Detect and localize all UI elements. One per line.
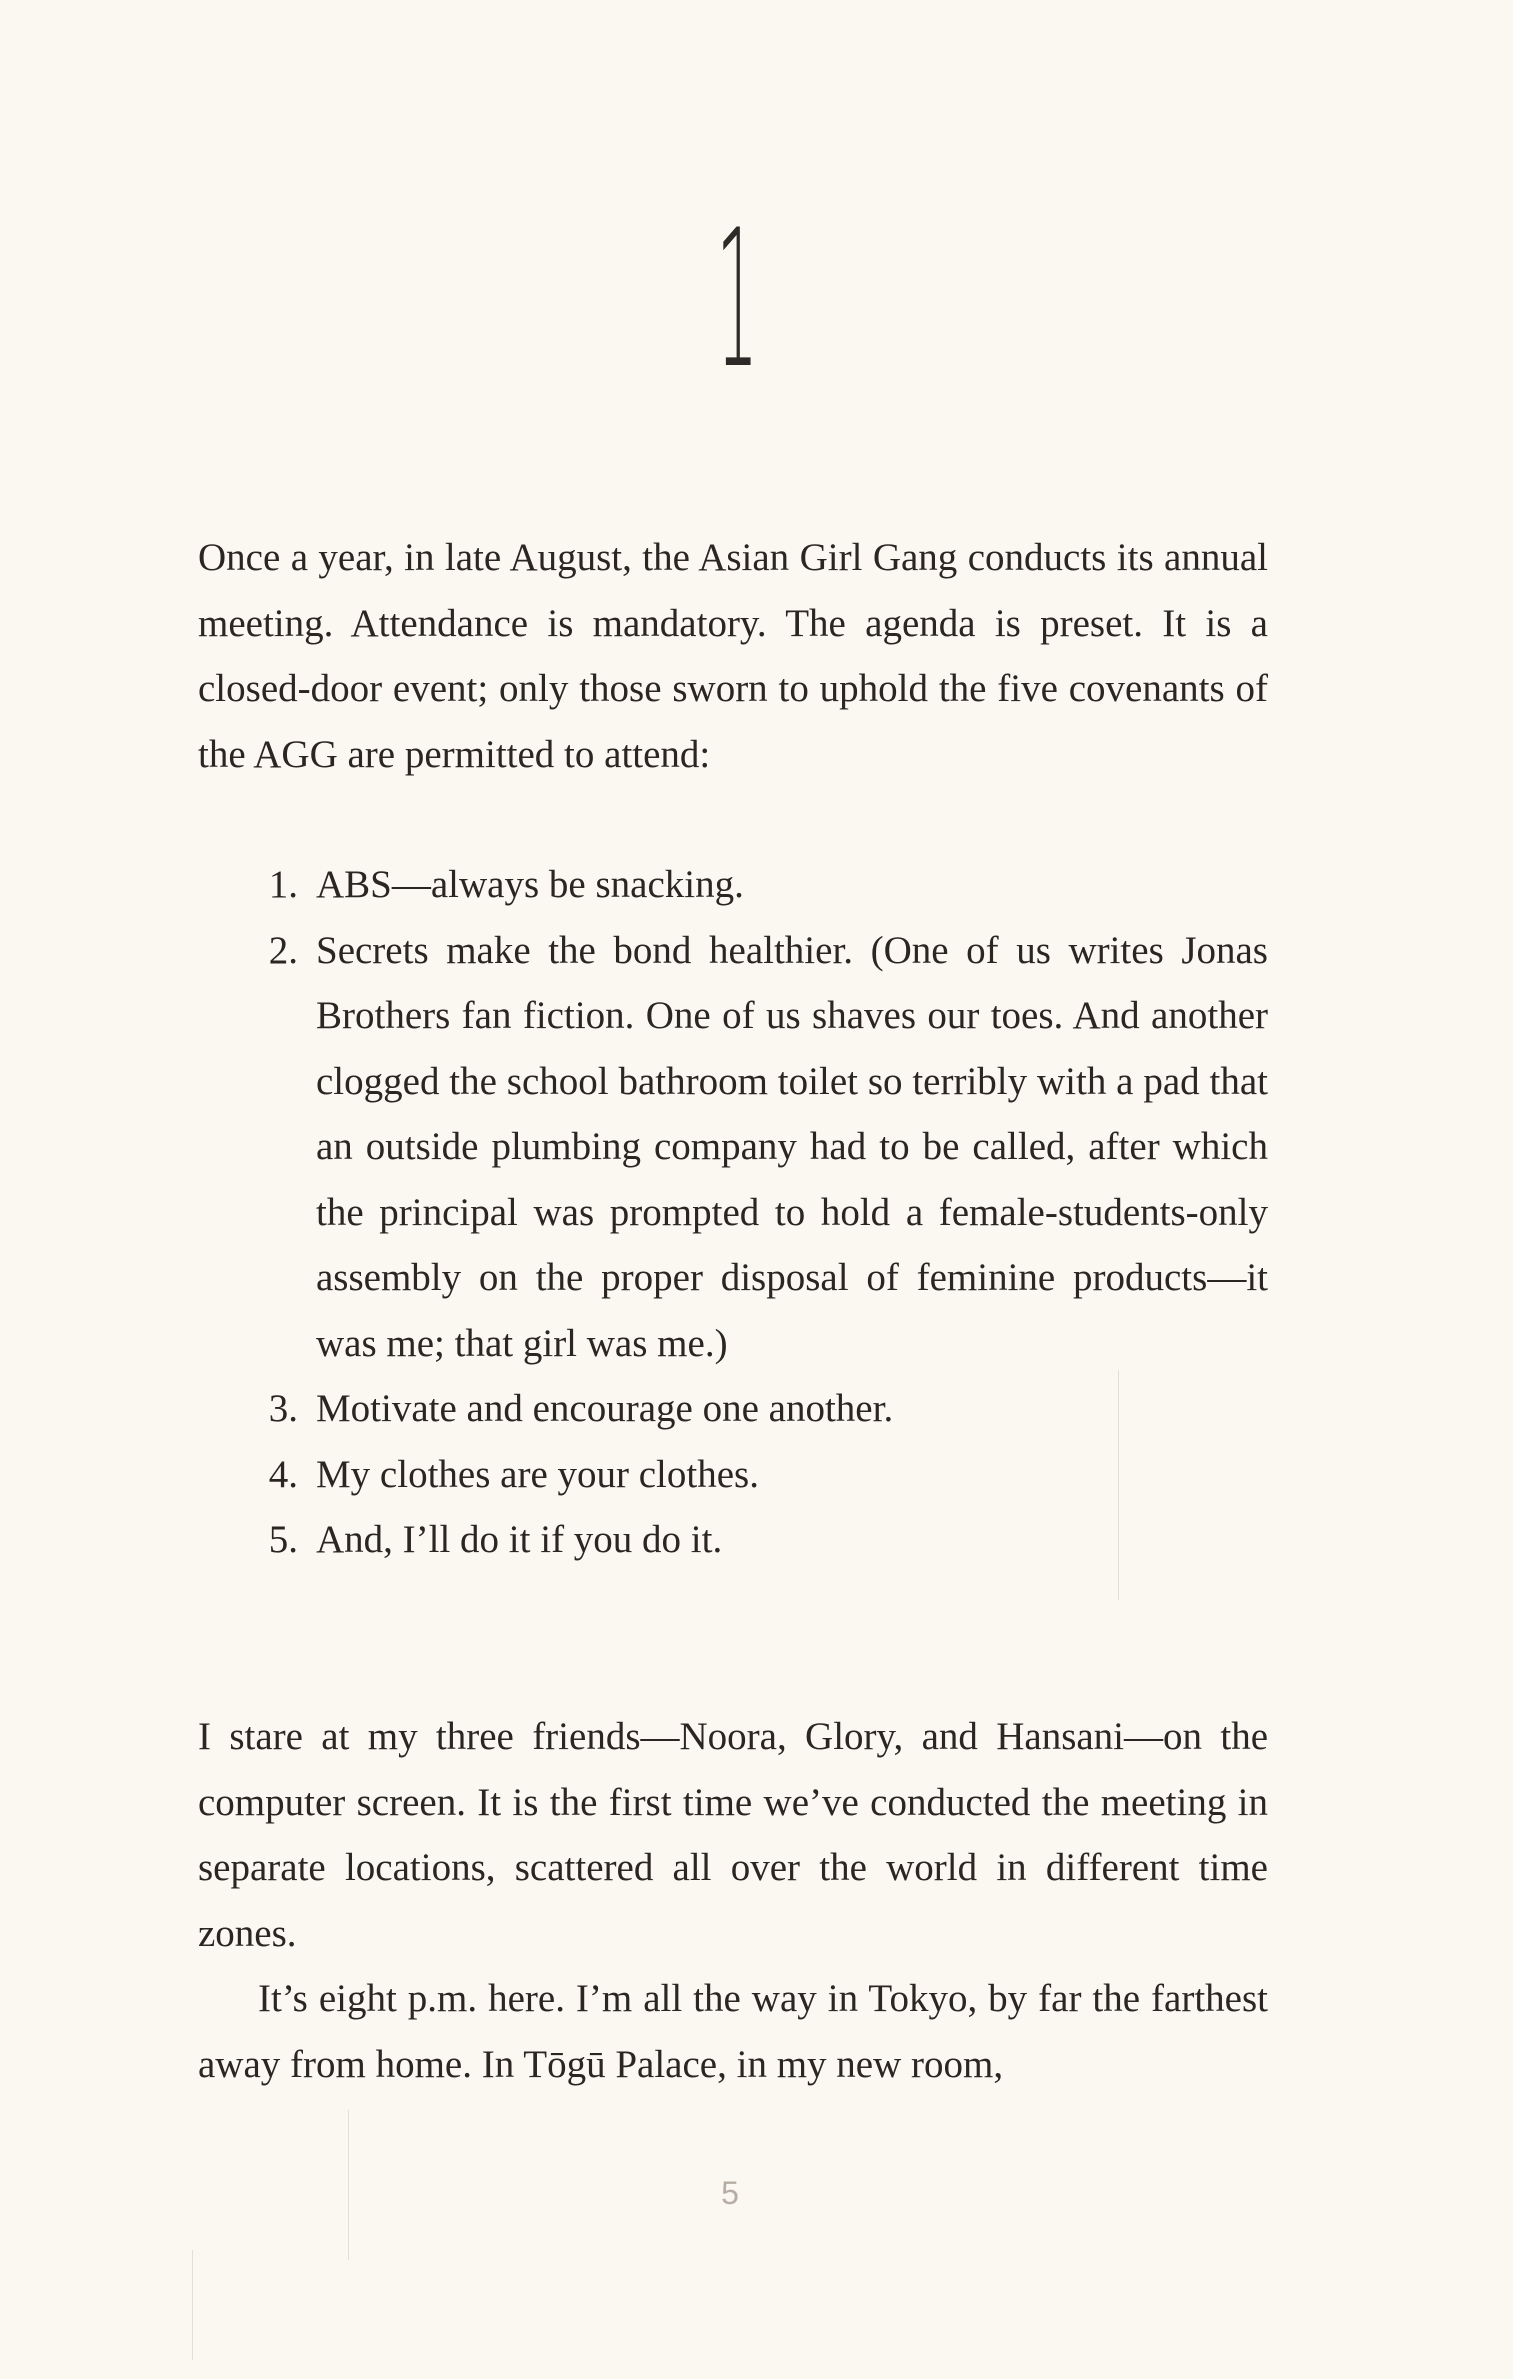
body-paragraph: It’s eight p.m. here. I’m all the way in Tokyo, by far the farthest away from home. In Tōgū Palace, in my new room, bbox=[198, 1977, 1268, 2086]
intro-paragraph-block bbox=[198, 525, 1268, 787]
list-item-number: 5. bbox=[268, 1518, 298, 1561]
list-item-text: My clothes are your clothes. bbox=[316, 1452, 759, 1496]
list-item bbox=[198, 1376, 1268, 1442]
intro-paragraph: Once a year, in late August, the Asian Girl Gang conducts its annual meeting. Attendance is mandatory. The agenda is preset. It is a closed-door event; only those sworn to uphold the five covenants of the AGG are permitted to attend: bbox=[198, 536, 1268, 776]
list-item-number: 4. bbox=[268, 1452, 298, 1496]
scan-artifact bbox=[192, 2250, 193, 2360]
list-item-text: Motivate and encourage one another. bbox=[316, 1387, 894, 1430]
chapter-number: 1 bbox=[716, 189, 759, 410]
page-number: 5 bbox=[721, 2175, 739, 2211]
list-item bbox=[198, 918, 1268, 1377]
list-item-number: 2. bbox=[268, 928, 298, 972]
list-item-text: Secrets make the bond healthier. (One of us writes Jonas Brothers fan fiction. One of us shaves our toes. And another clogged the school bathroom toilet so terribly with a pad that an outside plumbing company had to be called, after which the principal was prompted to hold a female-students-only assembly on the proper disposal of feminine products—it was me; that girl was me.) bbox=[316, 928, 1268, 1365]
list-item bbox=[198, 1442, 1268, 1508]
covenants-list bbox=[198, 852, 1268, 1573]
list-item-number: 3. bbox=[268, 1387, 298, 1430]
list-item bbox=[198, 852, 1268, 918]
body-text-block bbox=[198, 1704, 1268, 2097]
list-item-number: 1. bbox=[268, 863, 298, 906]
body-paragraph: I stare at my three friends—Noora, Glory, and Hansani—on the computer screen. It is the first time we’ve conducted the meeting in separate locations, scattered all over the world in different time zones. bbox=[198, 1715, 1268, 1955]
list-item-text: And, I’ll do it if you do it. bbox=[316, 1518, 723, 1561]
list-item bbox=[198, 1507, 1268, 1573]
list-item-text: ABS—always be snacking. bbox=[316, 863, 744, 906]
